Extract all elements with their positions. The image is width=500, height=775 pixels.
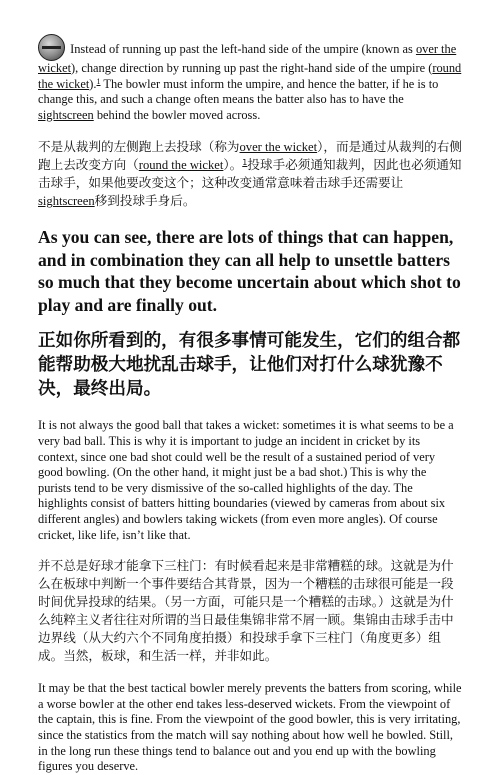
round-the-wicket-link-zh[interactable]: round the wicket xyxy=(138,158,224,173)
paragraph-round-the-wicket-zh: 不是从裁判的左侧跑上去投球（称为over the wicket），而是通过从裁判的右侧跑上去改变方向（round the wicket）。$^1$投球手必须通知裁判，因此也必须通知击球手，如果他要改变这个；这种改变通常意味着击球手还需要让 sightscreen移到投球手身后。 xyxy=(38,139,462,209)
paragraph-tactical-bowler-en: It may be that the best tactical bowler merely prevents the batters from scoring, while a worse bowler at the other end takes less-deserved wickets. From the viewpoint of the captain, this is fine. From the viewpoint of the good bowler, this is very irritating, since the statistics from the match will say nothing about how well he bowled. Still, in the long run these things tend to balance out and you end up with the bowling figures you deserve. xyxy=(38,681,462,774)
sightscreen-link[interactable]: sightscreen xyxy=(38,107,94,122)
sightscreen-link-zh[interactable]: sightscreen xyxy=(38,194,95,209)
footnote-ref[interactable]: 1 xyxy=(96,76,101,86)
paragraph-good-ball-zh: 并不总是好球才能拿下三柱门：有时候看起来是非常糟糕的球。这就是为什么在板球中判断一个事件要结合其背景，因为一个糟糕的击球很可能是一段时间优异投球的结果。（另一方面，可能只是一个糟糕的击球。）这就是为什么纯粹主义者往往对所谓的当日最佳集锦非常不屑一顾。集锦由击球手击中边界线（从大约六个不同角度拍摄）和投球手拿下三柱门（角度更多）组成。当然，板球，和生活一样，并非如此。 xyxy=(38,558,454,664)
over-the-wicket-link[interactable]: over the wicket xyxy=(38,42,457,75)
highlight-paragraph-en: As you can see, there are lots of things that can happen, and in combination they can all help to unsettle batters so much that they become uncertain about which shot to play and are finally out. xyxy=(38,227,461,315)
highlight-paragraph-zh: 正如你所看到的，有很多事情可能发生，它们的组合都能帮助极大地扰乱击球手，让他们对打什么球犹豫不决，最终出局。 xyxy=(38,331,461,400)
over-the-wicket-link-zh[interactable]: over the wicket xyxy=(239,140,318,155)
book-logo-icon xyxy=(38,34,65,61)
paragraph-round-the-wicket-en: Instead of running up past the left-hand side of the umpire (known as over the wicket), change direction by running up past the right-hand side of the umpire (round the wicket).$^1$ The bowler must inform the umpire, and hence the batter, if he is to change this, and such a change often means the batter also has to have the sightscreen behind the bowler moved across. xyxy=(38,34,462,123)
paragraph-good-ball-en: It is not always the good ball that takes a wicket: sometimes it is what seems to be a very bad ball. This is why it is important to judge an incident in cricket by its context, since one bad shot could well be the result of a sustained period of very good bowling. (On the other hand, it might just be a bad shot.) This is why the purists tend to be very dismissive of the so-called highlights of the day. The highlights consist of batters hitting boundaries (viewed by cameras from about six different angles) and bowlers taking wickets (from even more angles). Of course cricket, like life, isn’t like that. xyxy=(38,418,454,542)
document-page xyxy=(38,34,462,775)
footnote-ref-zh[interactable]: 1 xyxy=(242,158,248,168)
round-the-wicket-link[interactable]: round the wicket xyxy=(38,61,462,91)
